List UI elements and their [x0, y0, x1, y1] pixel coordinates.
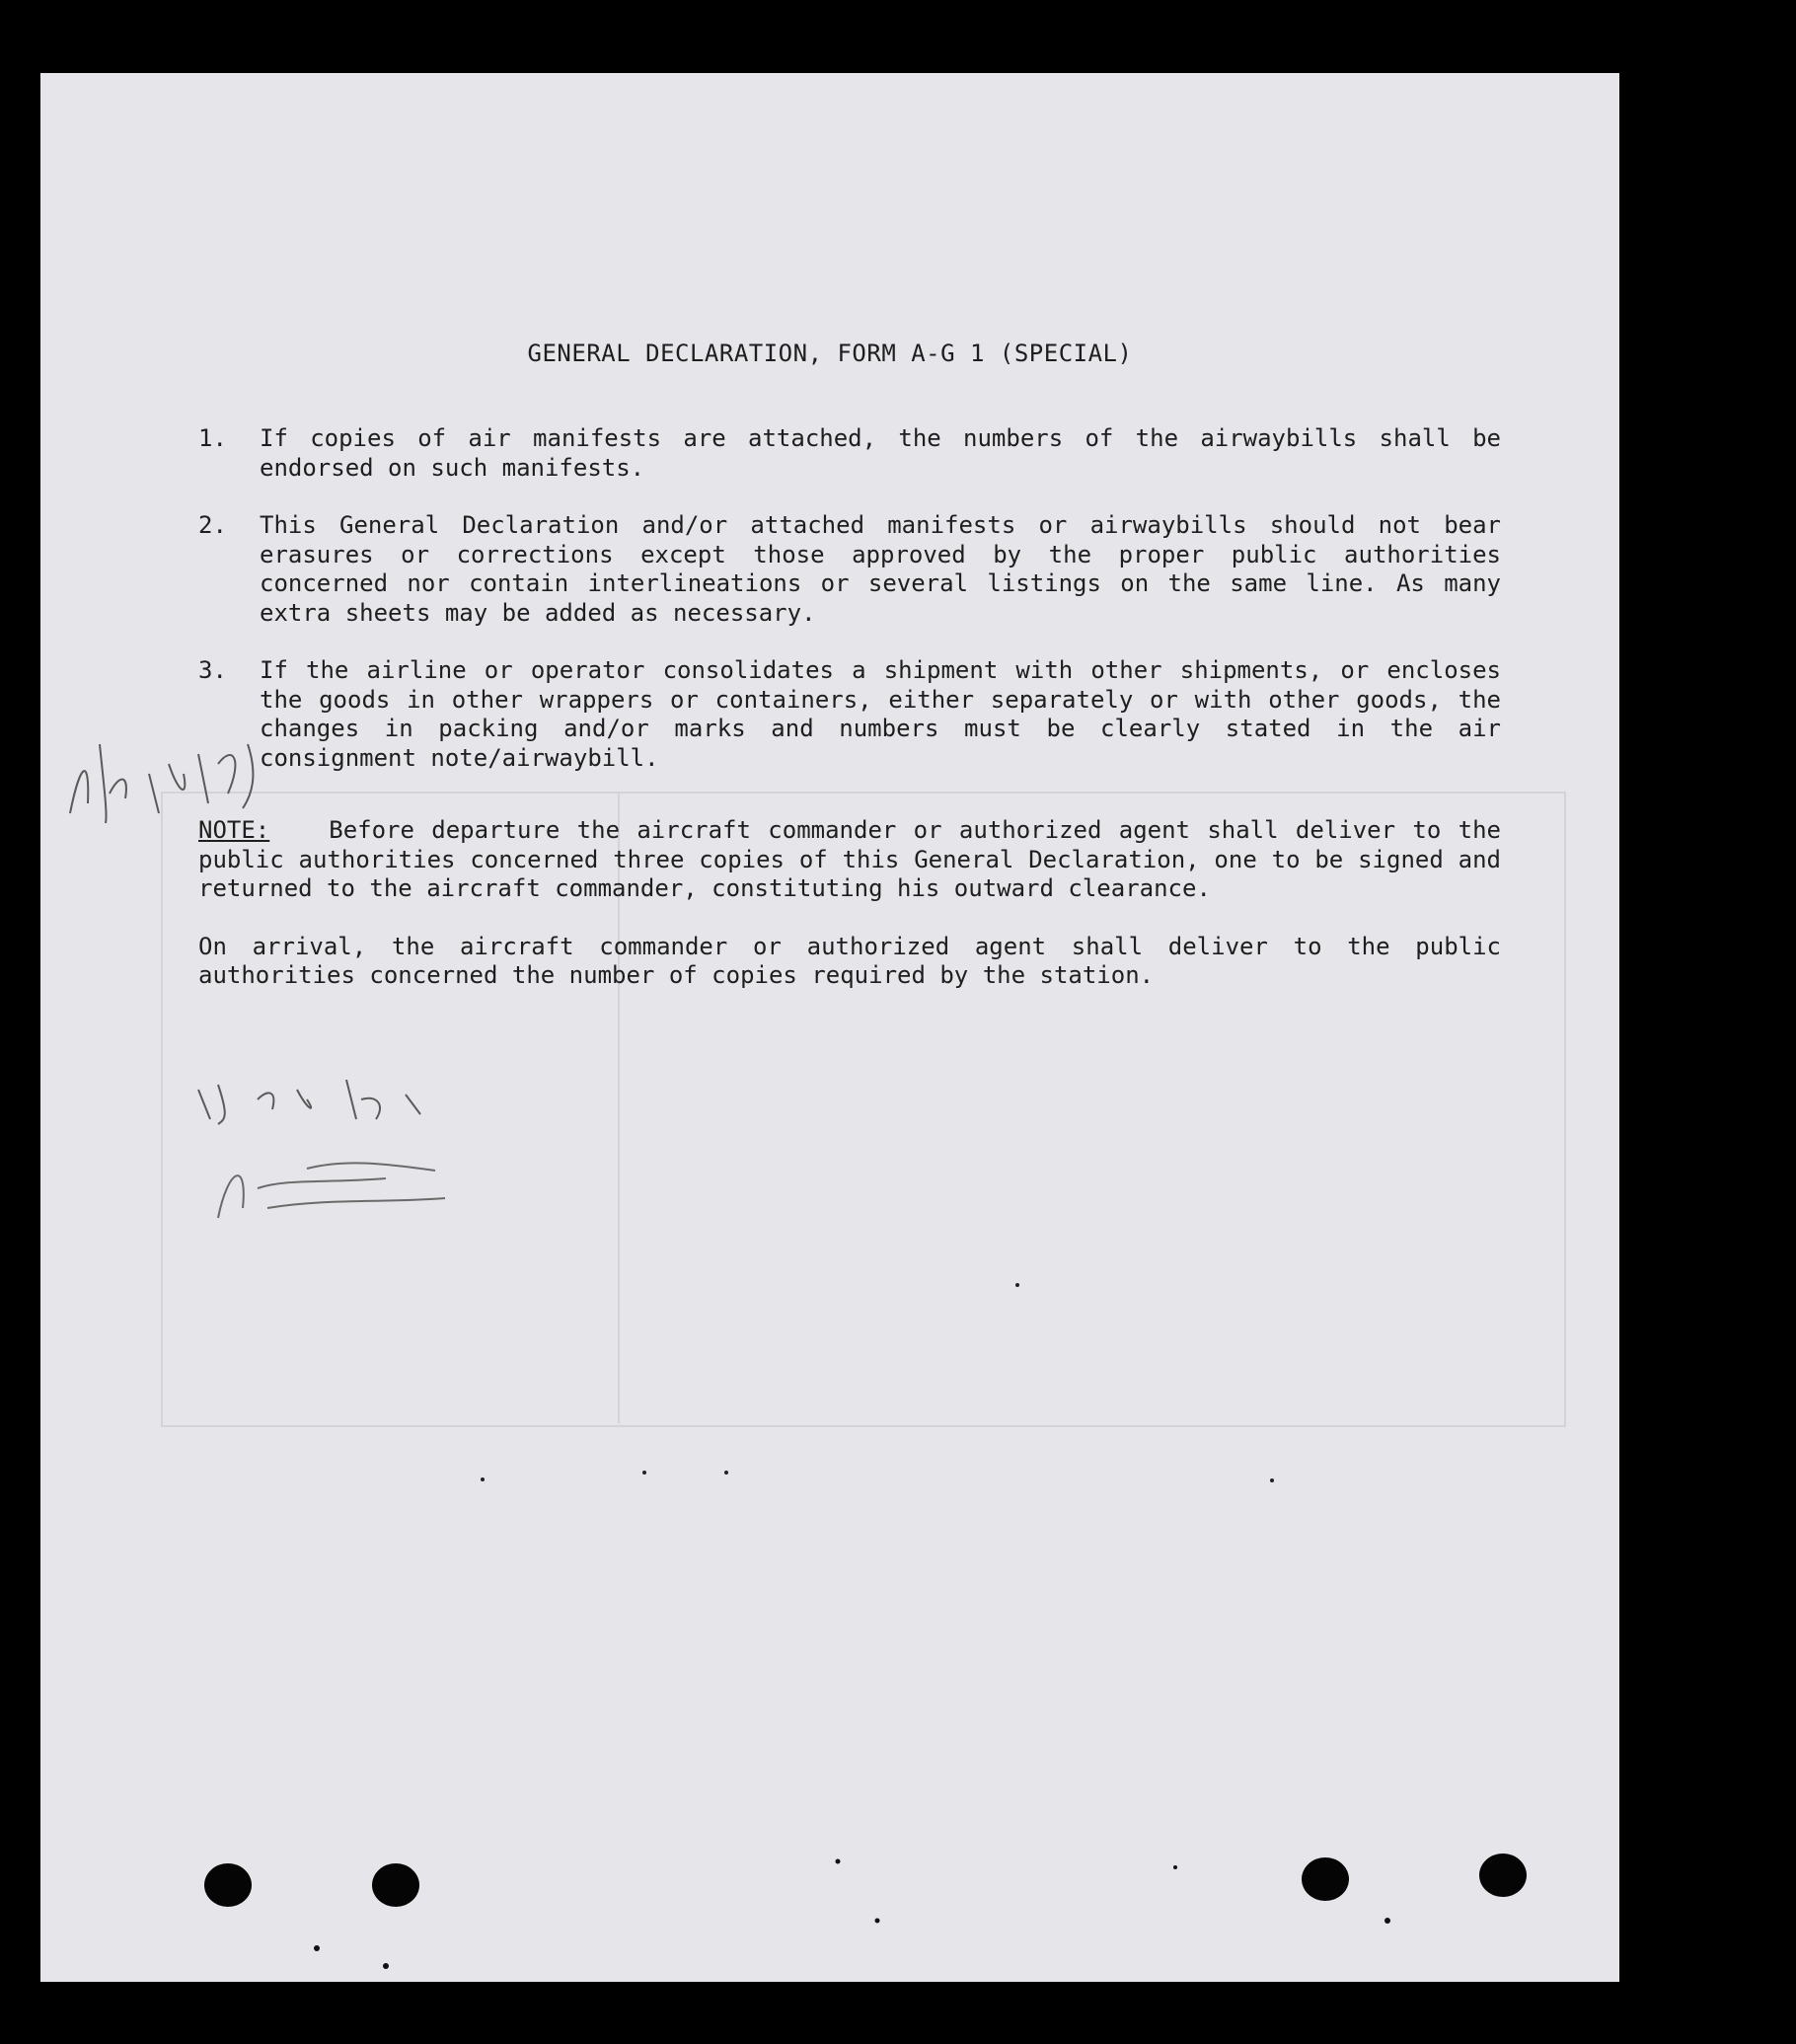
- document-page: [40, 73, 1619, 1982]
- document-body: [198, 424, 1501, 991]
- item-number: 2.: [198, 511, 227, 539]
- item-number: 1.: [198, 424, 227, 452]
- instruction-item-3: [198, 656, 1501, 773]
- item-text: If copies of air manifests are attached, the numbers of the airwaybills shall be endorsed on such manifests.: [260, 424, 1501, 482]
- note-label: NOTE:: [198, 816, 270, 844]
- arrival-paragraph: On arrival, the aircraft commander or authorized agent shall deliver to the public authorities concerned the number of copies required by the station.: [198, 932, 1501, 989]
- instruction-item-2: [198, 511, 1501, 628]
- pencil-scribble-bottom-left: [188, 1060, 465, 1228]
- instruction-item-1: [198, 424, 1501, 483]
- note-text: Before departure the aircraft commander or authorized agent shall deliver to the public authorities concerned three copies of this General Declaration, one to be signed and returned to the aircraft commander, constituting his outward clearance.: [198, 816, 1501, 902]
- item-text: If the airline or operator consolidates a shipment with other shipments, or encloses the goods in other wrappers or containers, either separately or with other goods, the changes in packing and/or marks and numbers must be clearly stated in the air consignment note/airwaybill.: [260, 656, 1501, 772]
- item-text: This General Declaration and/or attached manifests or airwaybills should not bear erasures or corrections except those approved by the proper public authorities concerned nor contain interlineations or several listings on the same line. As many extra sheets may be added as necessary.: [260, 511, 1501, 627]
- document-title: GENERAL DECLARATION, FORM A-G 1 (SPECIAL): [527, 340, 1133, 367]
- item-number: 3.: [198, 656, 227, 684]
- note-paragraph: [198, 816, 1501, 904]
